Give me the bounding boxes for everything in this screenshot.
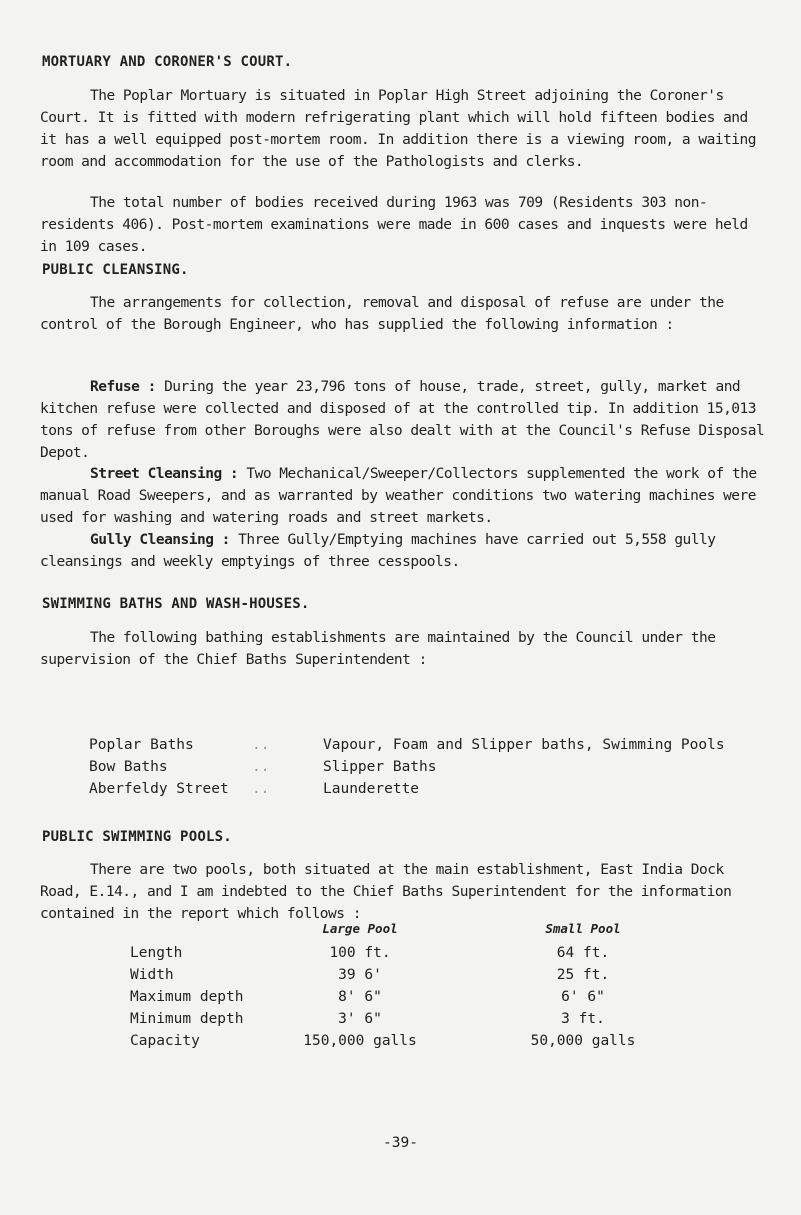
- bath-separator: ..: [252, 737, 270, 753]
- bath-facilities: Launderette: [323, 781, 420, 797]
- table-row: [0, 1011, 801, 1033]
- public-cleansing-heading: PUBLIC CLEANSING.: [42, 262, 189, 278]
- bath-facilities: Vapour, Foam and Slipper baths, Swimming Pools: [323, 737, 725, 753]
- gully-cleansing-label: Gully Cleansing :: [90, 532, 230, 548]
- street-cleansing-paragraph: [40, 463, 768, 529]
- cleansing-intro-paragraph: The arrangements for collection, removal and disposal of refuse are under the control of the Borough Engineer, who has supplied the following information :: [40, 295, 724, 333]
- street-cleansing-label: Street Cleansing :: [90, 466, 239, 482]
- small-pool-value: 64 ft.: [556, 945, 610, 961]
- row-label: Width: [130, 967, 174, 983]
- small-pool-value: 50,000 galls: [530, 1033, 636, 1049]
- page-number: -39-: [383, 1135, 418, 1151]
- baths-list: [89, 737, 789, 803]
- mortuary-statistics-paragraph: The total number of bodies received during 1963 was 709 (Residents 303 non-residents 406). Post-mortem examinations were made in 600 cases and inquests were held in 109 cases.: [40, 195, 748, 255]
- mortuary-paragraph: The Poplar Mortuary is situated in Poplar High Street adjoining the Coroner's Court. It is fitted with modern refrigerating plant which will hold fifteen bodies and it has a well equipped post-mortem room. In addition there is a viewing room, a waiting room and accommodation for the use of the Pathologists and clerks.: [40, 88, 756, 170]
- table-row: [0, 989, 801, 1011]
- table-row: [0, 945, 801, 967]
- bath-name: Poplar Baths: [89, 737, 194, 753]
- baths-intro-paragraph: The following bathing establishments are maintained by the Council under the supervision of the Chief Baths Superintendent :: [40, 630, 716, 668]
- bath-name: Bow Baths: [89, 759, 168, 775]
- table-row: [0, 967, 801, 989]
- swimming-baths-heading: SWIMMING BATHS AND WASH-HOUSES.: [42, 596, 310, 612]
- refuse-text: During the year 23,796 tons of house, trade, street, gully, market and kitchen refuse were collected and disposed of at the controlled tip. In addition 15,013 tons of refuse from other Boroughs were also dealt with at the Council's Refuse Disposal Depot.: [40, 379, 765, 461]
- large-pool-value: 150,000 galls: [303, 1033, 417, 1049]
- refuse-paragraph: [40, 376, 768, 464]
- public-swimming-pools-heading: PUBLIC SWIMMING POOLS.: [42, 829, 232, 845]
- small-pool-value: 6' 6": [561, 989, 605, 1005]
- small-pool-value: 3 ft.: [561, 1011, 605, 1027]
- list-item: [89, 781, 789, 803]
- row-label: Maximum depth: [130, 989, 244, 1005]
- table-row: [0, 1033, 801, 1055]
- gully-cleansing-text: Three Gully/Emptying machines have carried out 5,558 gully cleansings and weekly emptyings of three cesspools.: [40, 532, 716, 570]
- column-header-small-pool: Small Pool: [545, 921, 621, 936]
- refuse-label: Refuse :: [90, 379, 156, 395]
- large-pool-value: 8' 6": [338, 989, 382, 1005]
- row-label: Length: [130, 945, 183, 961]
- mortuary-heading: MORTUARY AND CORONER'S COURT.: [42, 54, 293, 70]
- pools-intro-paragraph: There are two pools, both situated at the main establishment, East India Dock Road, E.14., and I am indebted to the Chief Baths Superintendent for the information contained in the report which follows :: [40, 862, 732, 922]
- bath-separator: ..: [252, 759, 270, 775]
- large-pool-value: 100 ft.: [329, 945, 391, 961]
- gully-cleansing-paragraph: [40, 529, 768, 573]
- row-label: Capacity: [130, 1033, 200, 1049]
- large-pool-value: 39 6': [338, 967, 382, 983]
- bath-facilities: Slipper Baths: [323, 759, 437, 775]
- list-item: [89, 737, 789, 759]
- small-pool-value: 25 ft.: [556, 967, 610, 983]
- bath-name: Aberfeldy Street: [89, 781, 229, 797]
- column-header-large-pool: Large Pool: [322, 921, 398, 936]
- bath-separator: ..: [252, 781, 270, 797]
- street-cleansing-text: Two Mechanical/Sweeper/Collectors supplemented the work of the manual Road Sweepers, and as warranted by weather conditions two watering machines were used for washing and watering roads and street markets.: [40, 466, 757, 526]
- list-item: [89, 759, 789, 781]
- row-label: Minimum depth: [130, 1011, 244, 1027]
- large-pool-value: 3' 6": [338, 1011, 382, 1027]
